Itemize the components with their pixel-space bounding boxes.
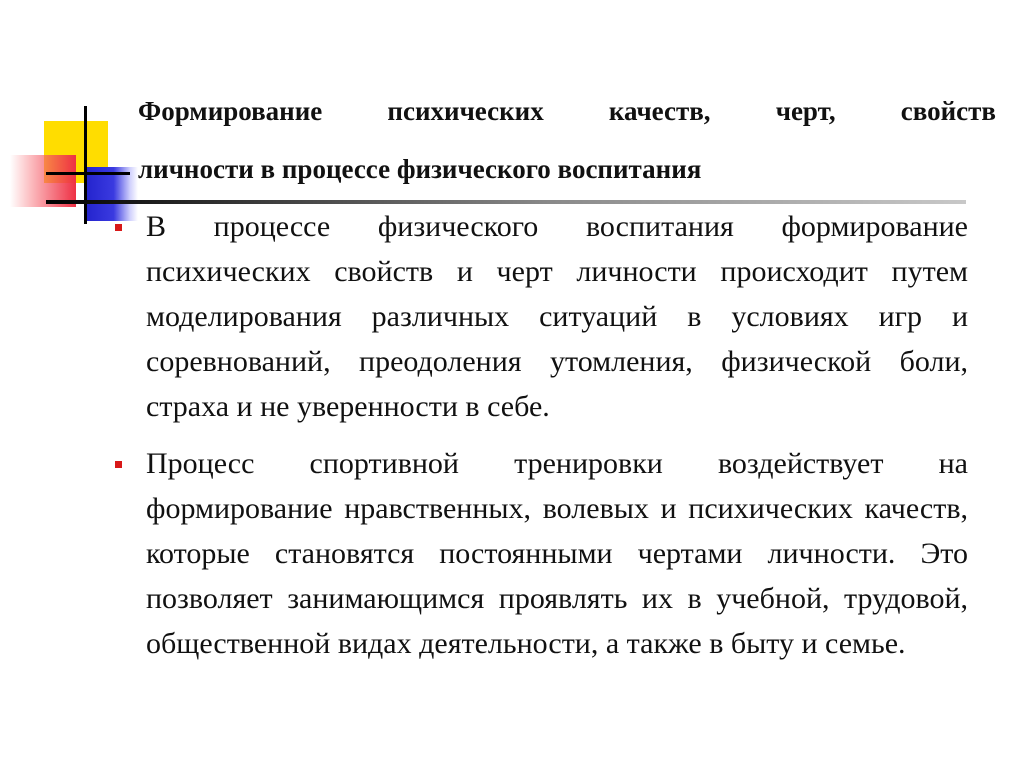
- logo-vertical-line: [84, 106, 87, 224]
- bullet-item: [112, 204, 968, 429]
- red-square-bullet-icon: [115, 224, 122, 231]
- slide-title: [138, 82, 996, 198]
- slide-title-line-2: личности в процессе физического воспитания: [138, 154, 702, 184]
- logo-horizontal-line: [46, 172, 130, 175]
- slide-title-line-1: Формирование психических качеств, черт, свойств: [138, 96, 996, 126]
- bullet-text: Процесс спортивной тренировки воздействует на формирование нравственных, волевых и психических качеств, которые становятся постоянными чертами личности. Это позволяет занимающимся проявлять их в учебной, трудовой, общественной видах деятельности, а также в быту и семье.: [146, 447, 968, 660]
- red-square-bullet-icon: [115, 461, 122, 468]
- bullet-list: [112, 204, 968, 678]
- bullet-item: [112, 441, 968, 666]
- bullet-text: В процессе физического воспитания формирование психических свойств и черт личности происходит путем моделирования различных ситуаций в условиях игр и соревнований, преодоления утомления, физической боли, страха и не уверенности в себе.: [146, 210, 968, 423]
